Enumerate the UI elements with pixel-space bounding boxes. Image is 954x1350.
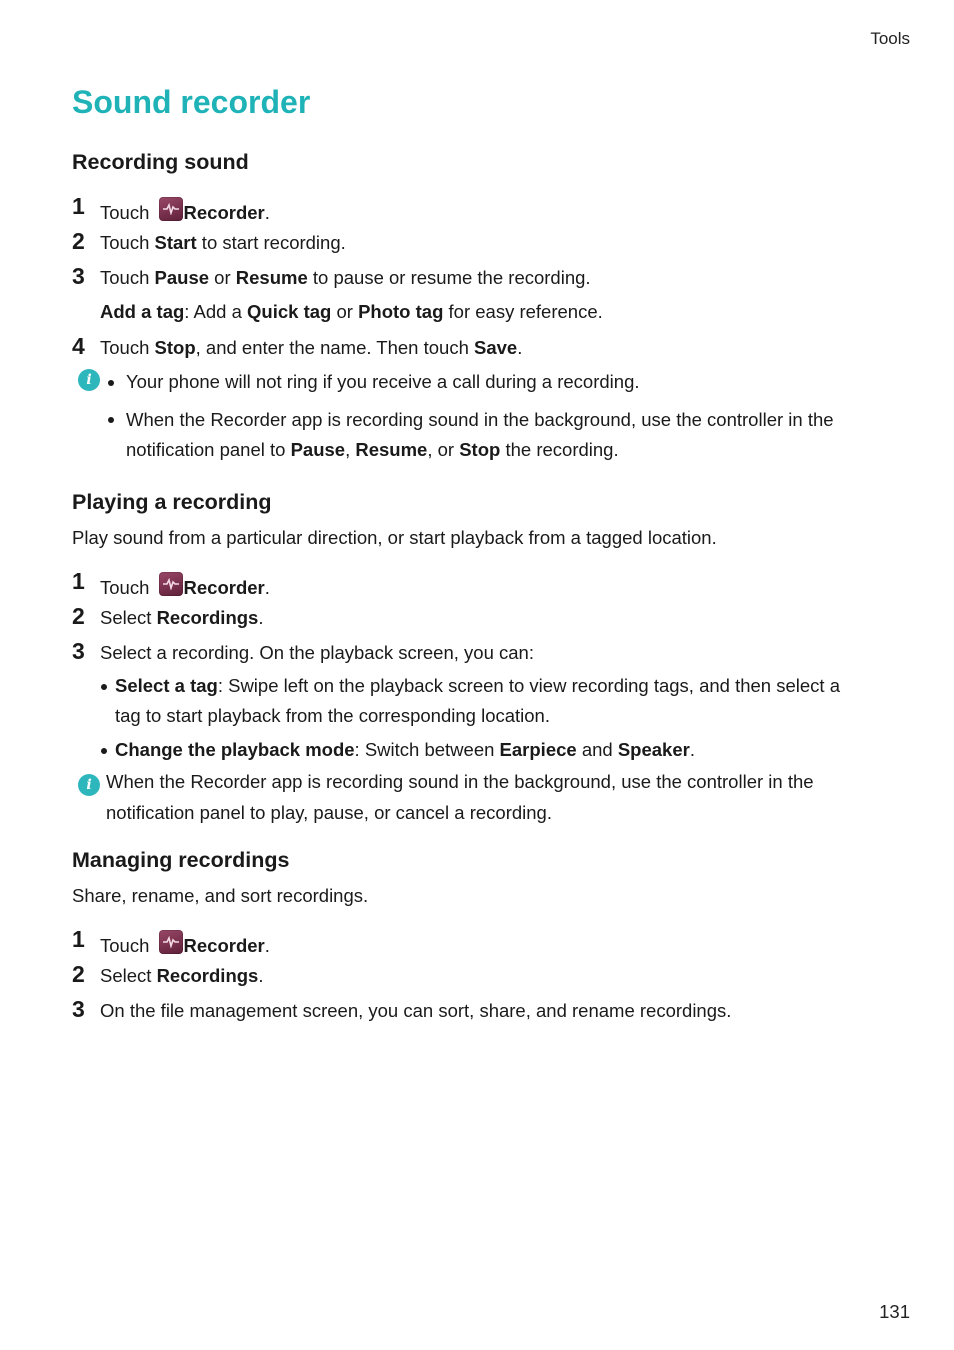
step-number: 2 bbox=[72, 228, 85, 254]
step-number: 1 bbox=[72, 568, 85, 594]
bullet-playback-mode: Change the playback mode: Switch between Earpiece and Speaker. bbox=[115, 739, 695, 760]
playing-intro: Play sound from a particular direction, or start playback from a tagged location. bbox=[72, 527, 717, 548]
bullet-select-tag-line1: Select a tag: Swipe left on the playback screen to view recording tags, and then select a bbox=[115, 675, 840, 696]
heading-managing: Managing recordings bbox=[72, 848, 290, 872]
page-title: Sound recorder bbox=[72, 84, 311, 120]
note-controller-line2: notification panel to play, pause, or cancel a recording. bbox=[106, 802, 552, 823]
note-controller-line1: When the Recorder app is recording sound in the background, use the controller in the bbox=[106, 771, 814, 792]
step-number: 4 bbox=[72, 333, 85, 359]
heading-recording-sound: Recording sound bbox=[72, 150, 249, 174]
step-number: 3 bbox=[72, 263, 85, 289]
bullet-dot bbox=[101, 684, 107, 690]
bullet-dot bbox=[101, 748, 107, 754]
managing-intro: Share, rename, and sort recordings. bbox=[72, 885, 369, 906]
bullet-dot bbox=[108, 417, 114, 423]
step-number: 3 bbox=[72, 996, 85, 1022]
step-number: 1 bbox=[72, 926, 85, 952]
step-number: 2 bbox=[72, 961, 85, 987]
recorder-app-icon bbox=[159, 197, 183, 221]
bullet-dot bbox=[108, 380, 114, 386]
info-icon: i bbox=[78, 774, 100, 796]
note-no-ring: Your phone will not ring if you receive a call during a recording. bbox=[126, 371, 640, 392]
note-background-line1: When the Recorder app is recording sound in the background, use the controller in the bbox=[126, 409, 834, 430]
step-number: 2 bbox=[72, 603, 85, 629]
step-number: 3 bbox=[72, 638, 85, 664]
step-number: 1 bbox=[72, 193, 85, 219]
page-number: 131 bbox=[879, 1301, 910, 1322]
info-icon: i bbox=[78, 369, 100, 391]
heading-playing: Playing a recording bbox=[72, 490, 272, 514]
bullet-select-tag-line2: tag to start playback from the corresponding location. bbox=[115, 705, 550, 726]
note-background-line2: notification panel to Pause, Resume, or Stop the recording. bbox=[126, 439, 619, 460]
recorder-app-icon bbox=[159, 572, 183, 596]
header-section: Tools bbox=[870, 29, 910, 48]
add-tag-line: Add a tag: Add a Quick tag or Photo tag for easy reference. bbox=[100, 301, 603, 322]
recorder-app-icon bbox=[159, 930, 183, 954]
